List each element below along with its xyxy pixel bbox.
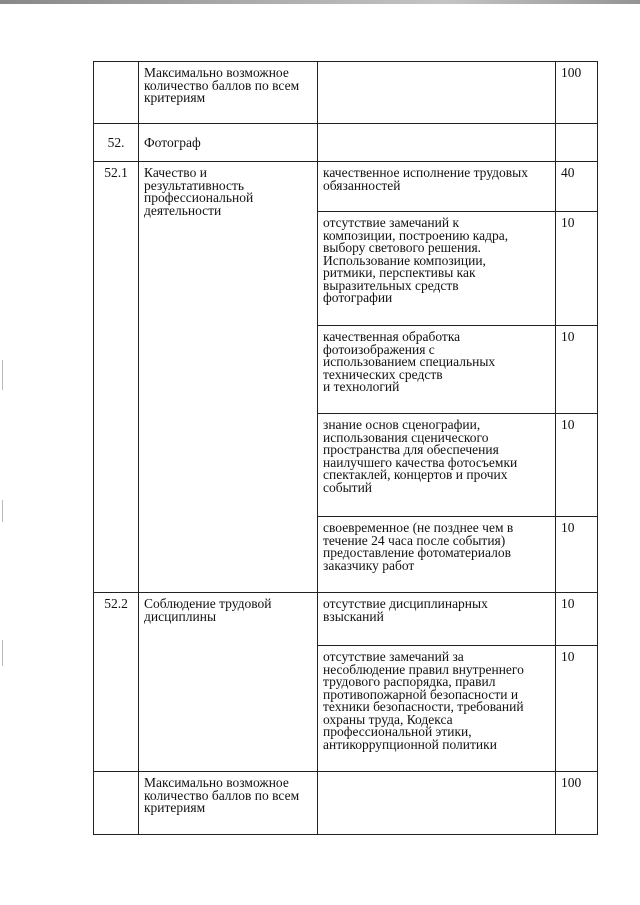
row-number — [94, 772, 139, 835]
row-number: 52. — [94, 124, 139, 162]
indicator-name: Максимально возможное количество баллов по всем критериям — [139, 62, 318, 124]
indicator-name: Качество и результативность профессиональной деятельности — [139, 162, 318, 593]
criterion-text — [318, 124, 556, 162]
row-number — [94, 62, 139, 124]
scan-top-edge — [0, 0, 640, 4]
criterion-text: знание основ сценографии, использования сценического пространства для обеспечения наилучшего качества фотосъемки спектаклей, концертов и прочих событий — [318, 414, 556, 517]
table-row — [94, 772, 598, 835]
criterion-text: качественная обработка фотоизображения с использованием специальных технических средств и технологий — [318, 326, 556, 414]
criterion-text — [318, 772, 556, 835]
points-value: 10 — [556, 212, 598, 326]
points-value: 10 — [556, 646, 598, 772]
criterion-text — [318, 62, 556, 124]
row-number: 52.1 — [94, 162, 139, 593]
scan-artifact — [2, 640, 3, 666]
points-value: 10 — [556, 517, 598, 593]
points-value: 10 — [556, 326, 598, 414]
criteria-table — [93, 61, 598, 835]
points-value: 10 — [556, 414, 598, 517]
table-row — [94, 162, 598, 212]
criterion-text: своевременное (не позднее чем в течение 24 часа после события) предоставление фотоматериалов заказчику работ — [318, 517, 556, 593]
points-value: 10 — [556, 593, 598, 646]
points-value: 100 — [556, 772, 598, 835]
criterion-text: отсутствие замечаний к композиции, построению кадра, выбору светового решения. Использование композиции, ритмики, перспективы как выразительных средств фотографии — [318, 212, 556, 326]
points-value: 100 — [556, 62, 598, 124]
scan-artifact — [2, 500, 3, 522]
row-number: 52.2 — [94, 593, 139, 772]
indicator-name: Максимально возможное количество баллов по всем критериям — [139, 772, 318, 835]
points-value — [556, 124, 598, 162]
table-row — [94, 62, 598, 124]
criterion-text: отсутствие дисциплинарных взысканий — [318, 593, 556, 646]
scan-artifact — [2, 360, 3, 390]
criterion-text: отсутствие замечаний за несоблюдение правил внутреннего трудового распорядка, правил противопожарной безопасности и техники безопасности, требований охраны труда, Кодекса профессиональной этики, антикоррупционной политики — [318, 646, 556, 772]
indicator-name: Соблюдение трудовой дисциплины — [139, 593, 318, 772]
points-value: 40 — [556, 162, 598, 212]
position-title: Фотограф — [139, 124, 318, 162]
criterion-text: качественное исполнение трудовых обязанностей — [318, 162, 556, 212]
table-row — [94, 593, 598, 646]
table-row — [94, 124, 598, 162]
